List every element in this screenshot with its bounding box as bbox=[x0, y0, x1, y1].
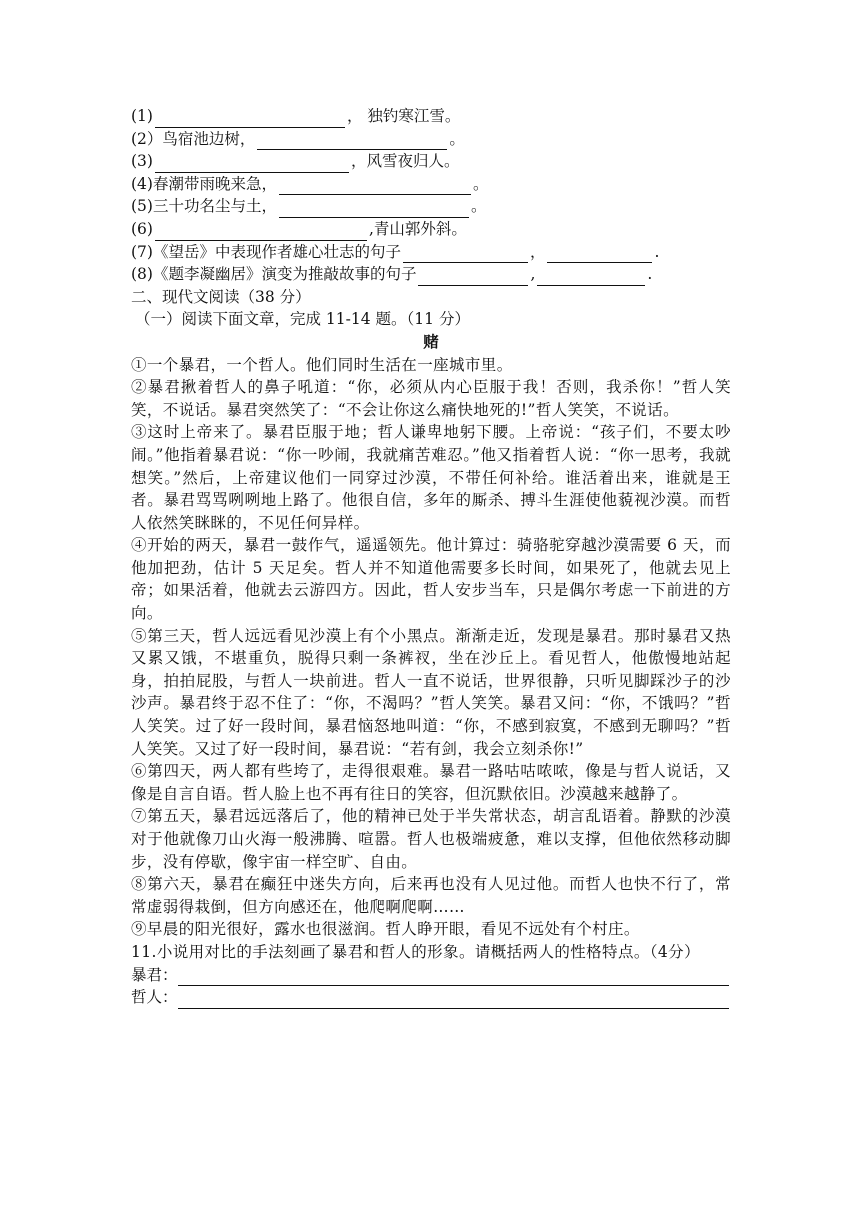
poem-line-6 bbox=[131, 218, 731, 241]
poem-suffix: 。 bbox=[472, 174, 489, 193]
article-paragraph-6: ⑥第四天，两人都有些垮了，走得很艰难。暴君一路咕咕哝哝，像是与哲人说话，又像是自言自语。哲人脸上也不再有往日的笑容，但沉默依旧。沙漠越来越静了。 bbox=[131, 762, 731, 803]
answer-label-tyrant: 暴君： bbox=[131, 965, 178, 984]
question-11: 11.小说用对比的手法刻画了暴君和哲人的形象。请概括两人的性格特点。（4分） bbox=[131, 942, 700, 961]
poem-prefix: (4)春潮带雨晚来急， bbox=[131, 174, 277, 193]
article-paragraph-7: ⑦第五天，暴君远远落后了，他的精神已处于半失常状态，胡言乱语着。静默的沙漠对于他就像刀山火海一般沸腾、喧嚣。哲人也极端疲惫，难以支撑，但他依然移动脚步，没有停歇，像宇宙一样空旷、自由。 bbox=[131, 807, 731, 871]
poem-line-1 bbox=[131, 105, 731, 128]
poem-line-5 bbox=[131, 195, 731, 218]
answer-line-philosopher[interactable] bbox=[178, 992, 729, 1009]
article-paragraph-2: ②暴君揪着哲人的鼻子吼道：“你，必须从内心臣服于我！否则，我杀你！”哲人笑笑，不说话。暴君突然笑了：“不会让你这么痛快地死的!”哲人笑笑，不说话。 bbox=[131, 378, 731, 419]
answer-label-philosopher: 哲人： bbox=[131, 988, 178, 1007]
poem-prefix: (7)《望岳》中表现作者雄心壮志的句子 bbox=[131, 242, 401, 261]
poem-prefix: (2）鸟宿池边树， bbox=[131, 129, 256, 148]
answer-row-philosopher bbox=[131, 986, 731, 1009]
answer-blank[interactable] bbox=[403, 245, 528, 263]
poem-suffix: 。 bbox=[449, 129, 465, 148]
article-paragraph-3: ③这时上帝来了。暴君臣服于地；哲人谦卑地躬下腰。上帝说：“孩子们，不要太吵闹。”他指着暴君说：“你一吵闹，我就痛苦难忍。”他又指着哲人说：“你一思考，我就想笑。”然后，上帝建议他们一同穿过沙漠，不带任何补给。谁活着出来，谁就是王者。暴君骂骂咧咧地上路了。他很自信，多年的厮杀、搏斗生涯使他藐视沙漠。而哲人依然笑眯眯的，不见任何异样。 bbox=[131, 423, 731, 532]
answer-blank[interactable] bbox=[155, 223, 367, 241]
answer-blank[interactable] bbox=[547, 245, 652, 263]
poem-suffix: . bbox=[654, 242, 660, 261]
article-paragraph-8: ⑧第六天，暴君在癫狂中迷失方向，后来再也没有人见过他。而哲人也快不行了，常常虚弱得栽倒，但方向感还在，他爬啊爬啊…… bbox=[131, 875, 731, 916]
answer-blank[interactable] bbox=[279, 200, 469, 218]
answer-blank[interactable] bbox=[257, 132, 447, 150]
poem-prefix: (1) bbox=[131, 107, 153, 125]
answer-blank[interactable] bbox=[418, 268, 528, 286]
poem-suffix: ，风雪夜归人。 bbox=[350, 152, 460, 171]
subsection-title: （一）阅读下面文章，完成 11-14 题。（11 分） bbox=[135, 310, 470, 329]
poem-prefix: (3) bbox=[131, 152, 153, 171]
poem-suffix: ， 独钓寒江雪。 bbox=[346, 107, 461, 125]
article-title: 赌 bbox=[423, 331, 439, 351]
answer-row-tyrant bbox=[131, 964, 731, 987]
poem-middle: , bbox=[530, 265, 536, 284]
exam-page bbox=[131, 105, 731, 1009]
section-title: 二、现代文阅读（38 分） bbox=[131, 287, 311, 306]
poem-suffix: . bbox=[647, 265, 653, 284]
answer-blank[interactable] bbox=[537, 268, 645, 286]
poem-suffix: ,青山郭外斜。 bbox=[368, 219, 467, 238]
poem-prefix: (8)《题李凝幽居》演变为推敲故事的句子 bbox=[131, 265, 417, 284]
article-paragraph-1: ①一个暴君，一个哲人。他们同时生活在一座城市里。 bbox=[131, 355, 513, 374]
poem-prefix: (5)三十功名尘与土， bbox=[131, 197, 277, 216]
answer-blank[interactable] bbox=[279, 177, 471, 195]
poem-prefix: (6) bbox=[131, 219, 153, 238]
poem-suffix: 。 bbox=[470, 197, 487, 216]
answer-line-tyrant[interactable] bbox=[178, 969, 729, 986]
answer-blank[interactable] bbox=[155, 155, 349, 173]
article-paragraph-4: ④开始的两天，暴君一鼓作气，遥遥领先。他计算过：骑骆驼穿越沙漠需要 6 天，而他加把劲，估计 5 天足矣。哲人并不知道他需要多长时间，如果死了，他就去见上帝；如果活着，他就去云游四方。因此，哲人安步当车，只是偶尔考虑一下前进的方向。 bbox=[131, 536, 731, 623]
poem-line-8 bbox=[131, 263, 731, 286]
article-paragraph-9: ⑨早晨的阳光很好，露水也很滋润。哲人睁开眼，看见不远处有个村庄。 bbox=[131, 920, 640, 939]
article-paragraph-5: ⑤第三天，哲人远远看见沙漠上有个小黑点。渐渐走近，发现是暴君。那时暴君又热又累又饿，不堪重负，脱得只剩一条裤衩，坐在沙丘上。看见哲人，他傲慢地站起身，拍拍屁股，与哲人一块前进。哲人一直不说话，世界很静，只听见脚踩沙子的沙沙声。暴君终于忍不住了：“你，不渴吗？”哲人笑笑。暴君又问：“你，不饿吗？”哲人笑笑。过了好一段时间，暴君恼怒地叫道：“你，不感到寂寞，不感到无聊吗？”哲人笑笑。又过了好一段时间，暴君说：“若有剑，我会立刻杀你!” bbox=[131, 626, 731, 758]
answer-blank[interactable] bbox=[155, 110, 345, 128]
poem-line-3 bbox=[131, 150, 731, 173]
poem-line-2 bbox=[131, 128, 731, 151]
poem-line-7 bbox=[131, 241, 731, 264]
poem-line-4 bbox=[131, 173, 731, 196]
poem-middle: ， bbox=[529, 242, 546, 261]
